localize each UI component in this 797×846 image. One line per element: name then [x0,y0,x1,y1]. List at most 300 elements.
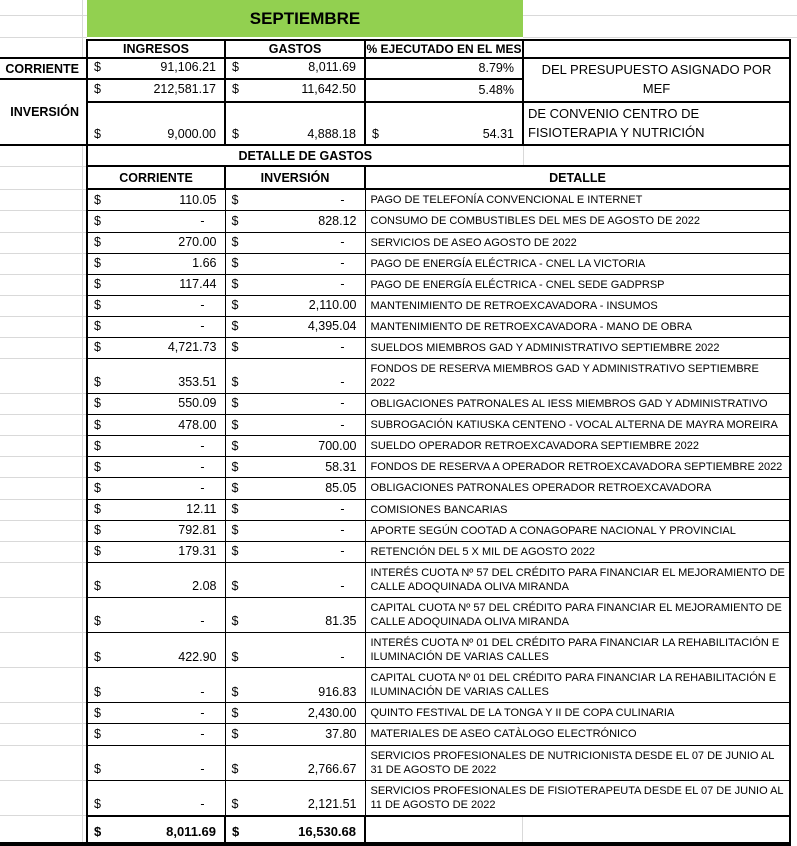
detalle-text: CAPITAL CUOTA Nº 57 DEL CRÉDITO PARA FINANCIAR EL MEJORAMIENTO DE CALLE ADOQUINADA OLIVA MIRANDA [370,601,782,629]
detalle-text: MANTENIMIENTO DE RETROEXCAVADORA - INSUMOS [370,299,658,312]
detail-row [0,457,797,478]
currency-symbol: $ [94,705,101,720]
detalle-text: PAGO DE ENERGÍA ELÉCTRICA - CNEL LA VICTORIA [370,257,646,270]
inversion-amount: - [340,522,345,537]
corriente-amount: - [200,319,205,334]
detail-header-row [0,166,797,189]
detail-row [0,780,797,816]
gastos-header-cell[interactable]: GASTOS [225,40,365,58]
corriente-amount: - [200,705,205,720]
currency-symbol: $ [232,81,239,96]
inversion-cell[interactable] [225,457,365,478]
ingresos-header-cell[interactable]: INGRESOS [87,40,225,58]
detalle-text: SUELDO OPERADOR RETROEXCAVADORA SEPTIEMBRE 2022 [370,440,699,453]
edge-margin-cell [790,79,797,102]
left-margin-cell [0,274,87,295]
totals-row [0,816,797,844]
inversion-amount: 58.31 [325,459,357,474]
detail-row [0,633,797,668]
currency-symbol: $ [231,544,239,559]
left-margin-cell [0,394,87,415]
left-margin-cell [0,0,87,37]
currency-symbol: $ [231,579,239,594]
left-margin-cell [0,232,87,253]
detalle-cell[interactable] [365,316,790,337]
edge-margin-cell [790,724,797,745]
currency-symbol: $ [94,797,101,812]
currency-symbol: $ [231,375,239,390]
inversion-cell[interactable] [225,295,365,316]
currency-symbol: $ [231,614,239,629]
edge-margin-cell [790,274,797,295]
corriente-cell[interactable] [87,394,225,415]
inversion-cell[interactable] [225,597,365,632]
detalle-text: APORTE SEGÚN COOTAD A CONAGOPARE NACIONAL Y PROVINCIAL [370,524,736,537]
detail-row [0,337,797,358]
corriente-amount: 270.00 [178,234,217,249]
currency-symbol: $ [231,761,239,776]
detalle-cell[interactable] [365,189,790,211]
detalle-cell[interactable] [365,253,790,274]
left-margin-cell [0,253,87,274]
corriente-amount: 2.08 [192,579,217,594]
detail-row [0,724,797,745]
currency-symbol: $ [231,277,239,292]
detail-corriente-header[interactable]: CORRIENTE [87,166,225,189]
inversion-cell[interactable] [225,394,365,415]
inversion-amount: 4,395.04 [307,319,357,334]
corriente-amount: 12.11 [186,501,217,516]
currency-symbol: $ [231,797,239,812]
detalle-text: SERVICIOS PROFESIONALES DE NUTRICIONISTA DESDE EL 07 DE JUNIO AL 31 DE AGOSTO DE 2022 [370,749,774,776]
corriente-cell[interactable] [87,337,225,358]
right-margin-cell [523,0,790,37]
corriente-row [0,58,797,79]
corriente-cell[interactable] [87,274,225,295]
corriente-amount: - [200,480,205,495]
totals-right-cell [523,816,790,844]
detail-row [0,562,797,597]
edge-margin-cell [790,745,797,780]
inversion-amount: - [340,649,345,664]
corriente-row-label[interactable]: CORRIENTE [0,58,87,79]
detail-row [0,295,797,316]
edge-margin-cell [790,58,797,79]
detalle-text: MANTENIMIENTO DE RETROEXCAVADORA - MANO DE OBRA [370,320,692,333]
detail-row [0,499,797,520]
detalle-cell[interactable] [365,668,790,703]
left-margin-cell [0,745,87,780]
detail-row [0,316,797,337]
corriente-cell[interactable] [87,724,225,745]
detalle-cell[interactable] [365,337,790,358]
corriente-cell[interactable] [87,633,225,668]
corriente-total-cell[interactable] [87,816,225,844]
detalle-text: RETENCIÓN DEL 5 X MIL DE AGOSTO 2022 [370,545,596,558]
currency-symbol: $ [372,126,379,141]
corriente-amount: 550.09 [178,396,217,411]
convenio-note-cell[interactable]: DE CONVENIO CENTRO DE FISIOTERAPIA Y NUTRICIÓN [523,102,790,146]
detalle-text: SERVICIOS PROFESIONALES DE FISIOTERAPEUTA DESDE EL 07 DE JUNIO AL 11 DE AGOSTO DE 2022 [370,784,784,811]
detalle-cell[interactable] [365,499,790,520]
currency-symbol: $ [94,480,101,495]
inversion-cell[interactable] [225,211,365,232]
ingresos-amount: 212,581.17 [153,81,216,96]
left-margin-cell [0,668,87,703]
edge-margin-cell [790,520,797,541]
convenio-gastos-cell[interactable] [225,102,365,146]
detalle-cell[interactable] [365,457,790,478]
month-title-cell[interactable]: SEPTIEMBRE [87,0,523,37]
inversion-gastos-cell[interactable] [225,79,365,102]
detail-rows [0,189,797,816]
inversion-cell[interactable] [225,274,365,295]
edge-margin-cell [790,415,797,436]
currency-symbol: $ [94,649,101,664]
currency-symbol: $ [232,823,240,839]
corriente-cell[interactable] [87,359,225,394]
edge-margin-cell [790,562,797,597]
detalle-cell[interactable] [365,394,790,415]
corriente-cell[interactable] [87,457,225,478]
currency-symbol: $ [94,684,101,699]
left-margin-cell [0,337,87,358]
detail-detalle-header[interactable]: DETALLE [365,166,790,189]
currency-symbol: $ [231,298,239,313]
edge-margin-cell [790,189,797,211]
edge-margin-cell [790,40,797,58]
inversion-cell[interactable] [225,703,365,724]
detalle-cell[interactable] [365,520,790,541]
detalle-text: QUINTO FESTIVAL DE LA TONGA Y II DE COPA CULINARIA [370,707,675,720]
detalle-text: MATERIALES DE ASEO CATÀLOGO ELECTRÓNICO [370,728,637,741]
detail-row [0,394,797,415]
detail-row [0,541,797,562]
corriente-gastos-cell[interactable] [225,58,365,79]
summary-header-row [0,40,797,58]
inversion-amount: 916.83 [318,684,357,699]
detail-row [0,436,797,457]
currency-symbol: $ [94,81,101,96]
detail-row [0,274,797,295]
corriente-cell[interactable] [87,703,225,724]
detail-row [0,597,797,632]
edge-margin-cell [790,541,797,562]
detail-row [0,478,797,499]
corriente-ejecutado-cell[interactable]: 8.79% [365,58,523,79]
detail-inversion-header[interactable]: INVERSIÓN [225,166,365,189]
detalle-cell[interactable] [365,780,790,816]
left-margin-cell [0,436,87,457]
edge-margin-cell [790,359,797,394]
detalle-text: PAGO DE ENERGÍA ELÉCTRICA - CNEL SEDE GADPRSP [370,278,665,291]
left-margin-cell [0,541,87,562]
detalle-cell[interactable] [365,415,790,436]
left-margin-cell [0,189,87,211]
detail-row [0,668,797,703]
left-margin-cell [0,816,87,844]
detalle-cell[interactable] [365,724,790,745]
currency-symbol: $ [231,213,239,228]
left-margin-cell [0,316,87,337]
detail-row [0,745,797,780]
currency-symbol: $ [231,340,239,355]
left-margin-cell [0,633,87,668]
detalle-cell[interactable] [365,211,790,232]
edge-margin-cell [790,0,797,37]
currency-symbol: $ [94,298,101,313]
left-margin-cell [0,295,87,316]
detail-row [0,520,797,541]
detalle-cell[interactable] [365,745,790,780]
section-title-row [0,145,797,166]
currency-symbol: $ [94,255,101,270]
currency-symbol: $ [94,438,101,453]
corriente-amount: - [200,797,205,812]
corriente-cell[interactable] [87,499,225,520]
detail-row [0,703,797,724]
mef-note-cell[interactable]: DEL PRESUPUESTO ASIGNADO POR MEF [523,58,790,102]
detalle-cell[interactable] [365,359,790,394]
detalle-cell[interactable] [365,232,790,253]
inversion-amount: - [340,234,345,249]
corriente-cell[interactable] [87,189,225,211]
inversion-cell[interactable] [225,316,365,337]
inversion-cell[interactable] [225,232,365,253]
detalle-cell[interactable] [365,633,790,668]
ingresos-amount: 91,106.21 [160,60,216,75]
left-margin-cell [0,359,87,394]
corriente-amount: - [200,761,205,776]
inversion-amount: - [340,375,345,390]
title-row [0,0,797,37]
detalle-text: SUELDOS MIEMBROS GAD Y ADMINISTRATIVO SEPTIEMBRE 2022 [370,341,720,354]
currency-symbol: $ [94,126,101,141]
corriente-cell[interactable] [87,253,225,274]
currency-symbol: $ [94,234,101,249]
corriente-cell[interactable] [87,478,225,499]
currency-symbol: $ [231,438,239,453]
detalle-cell[interactable] [365,597,790,632]
section-title-cell[interactable]: DETALLE DE GASTOS [87,145,523,166]
detalle-cell[interactable] [365,295,790,316]
corriente-ingresos-cell[interactable] [87,58,225,79]
currency-symbol: $ [231,522,239,537]
detalle-text: OBLIGACIONES PATRONALES OPERADOR RETROEXCAVADORA [370,482,712,495]
edge-margin-cell [790,816,797,844]
left-margin-cell [0,211,87,232]
left-margin-cell [0,562,87,597]
edge-margin-cell [790,436,797,457]
inversion-cell[interactable] [225,359,365,394]
edge-margin-cell [790,253,797,274]
inversion-cell[interactable] [225,415,365,436]
inversion-cell[interactable] [225,520,365,541]
detalle-cell[interactable] [365,562,790,597]
edge-margin-cell [790,166,797,189]
currency-symbol: $ [94,396,101,411]
gastos-amount: 4,888.18 [307,126,356,141]
gastos-amount: 8,011.69 [308,60,356,75]
inversion-total-amount: 16,530.68 [298,823,356,839]
currency-symbol: $ [94,340,101,355]
edge-margin-cell [790,703,797,724]
inversion-amount: - [340,417,345,432]
edge-margin-cell [790,145,797,166]
corriente-amount: 792.81 [178,522,217,537]
totals-spacer-cell [365,816,523,844]
detalle-cell[interactable] [365,436,790,457]
inversion-amount: - [340,579,345,594]
currency-symbol: $ [94,459,101,474]
corriente-amount: - [200,684,205,699]
inversion-amount: - [340,192,345,207]
corriente-cell[interactable] [87,745,225,780]
ejecutado-header-cell[interactable]: % EJECUTADO EN EL MES [366,42,522,56]
inversion-cell[interactable] [225,541,365,562]
inversion-cell[interactable] [225,780,365,816]
inversion-amount: - [340,340,345,355]
corriente-total-amount: 8,011.69 [166,823,216,839]
currency-symbol: $ [231,501,239,516]
detalle-text: FONDOS DE RESERVA MIEMBROS GAD Y ADMINISTRATIVO SEPTIEMBRE 2022 [370,363,759,390]
inversion-cell[interactable] [225,633,365,668]
edge-margin-cell [790,316,797,337]
corriente-cell[interactable] [87,780,225,816]
left-margin-cell [0,415,87,436]
inversion-amount: 700.00 [318,438,357,453]
corriente-cell[interactable] [87,541,225,562]
detalle-text: INTERÉS CUOTA Nº 01 DEL CRÉDITO PARA FINANCIAR LA REHABILITACIÓN E ILUMINACIÓN DE VARIAS CALLES [370,637,780,664]
edge-margin-cell [790,457,797,478]
currency-symbol: $ [231,480,239,495]
edge-margin-cell [790,780,797,816]
inversion-row-label[interactable]: INVERSIÓN [0,79,87,145]
detalle-text: INTERÉS CUOTA Nº 57 DEL CRÉDITO PARA FINANCIAR EL MEJORAMIENTO DE CALLE ADOQUINADA OLIVA MIRANDA [370,566,785,593]
corriente-cell[interactable] [87,668,225,703]
left-margin-cell [0,499,87,520]
currency-symbol: $ [94,417,101,432]
convenio-ejecutado-cell[interactable] [365,102,523,146]
inversion-cell[interactable] [225,189,365,211]
corriente-amount: 478.00 [178,417,217,432]
inversion-cell[interactable] [225,253,365,274]
detail-row [0,415,797,436]
detalle-text: SUBROGACIÓN KATIUSKA CENTENO - VOCAL ALTERNA DE MAYRA MOREIRA [370,419,778,432]
currency-symbol: $ [231,459,239,474]
inversion-amount: 37.80 [325,726,357,741]
inversion-amount: 85.05 [325,480,357,495]
inversion-cell[interactable] [225,337,365,358]
inversion-cell[interactable] [225,562,365,597]
edge-margin-cell [790,499,797,520]
detalle-cell[interactable] [365,478,790,499]
edge-margin-cell [790,394,797,415]
edge-margin-cell [790,633,797,668]
currency-symbol: $ [94,375,101,390]
inversion-cell[interactable] [225,499,365,520]
currency-symbol: $ [94,501,101,516]
convenio-ingresos-cell[interactable] [87,102,225,146]
currency-symbol: $ [231,192,239,207]
edge-margin-cell [790,102,797,146]
inversion-amount: 2,766.67 [307,761,357,776]
inversion-amount: - [340,277,345,292]
corriente-cell[interactable] [87,295,225,316]
corriente-cell[interactable] [87,211,225,232]
detail-row [0,232,797,253]
corriente-cell[interactable] [87,562,225,597]
corriente-cell[interactable] [87,316,225,337]
detalle-text: CONSUMO DE COMBUSTIBLES DEL MES DE AGOSTO DE 2022 [370,215,700,228]
inversion-cell[interactable] [225,745,365,780]
inversion-amount: 2,121.51 [307,797,357,812]
detalle-text: OBLIGACIONES PATRONALES AL IESS MIEMBROS GAD Y ADMINISTRATIVO [370,398,768,411]
currency-symbol: $ [94,60,101,75]
inversion-ingresos-cell[interactable] [87,79,225,102]
corriente-cell[interactable] [87,415,225,436]
detalle-text: FONDOS DE RESERVA A OPERADOR RETROEXCAVADORA SEPTIEMBRE 2022 [370,461,783,474]
currency-symbol: $ [231,396,239,411]
inversion-cell[interactable] [225,436,365,457]
inversion-cell[interactable] [225,478,365,499]
corriente-amount: 353.51 [178,375,217,390]
currency-symbol: $ [231,255,239,270]
empty-note-cell[interactable] [523,40,790,58]
gastos-amount: 11,642.50 [301,81,356,96]
inversion-cell[interactable] [225,724,365,745]
corriente-amount: 179.31 [178,544,217,559]
left-margin-cell [0,457,87,478]
corriente-amount: - [200,438,205,453]
inversion-amount: - [340,396,345,411]
left-margin-cell [0,478,87,499]
currency-symbol: $ [94,192,101,207]
inversion-amount: 2,110.00 [308,298,357,313]
corriente-cell[interactable] [87,597,225,632]
inversion-amount: - [340,501,345,516]
corriente-cell[interactable] [87,436,225,457]
left-margin-cell [0,166,87,189]
corriente-amount: 117.44 [179,277,217,292]
left-margin-cell [0,597,87,632]
left-margin-cell [0,520,87,541]
inversion-amount: 2,430.00 [307,705,357,720]
corriente-cell[interactable] [87,520,225,541]
detalle-text: COMISIONES BANCARIAS [370,503,508,516]
inversion-cell[interactable] [225,668,365,703]
detail-row [0,211,797,232]
left-margin-cell [0,724,87,745]
detalle-cell[interactable] [365,274,790,295]
currency-symbol: $ [231,319,239,334]
corriente-amount: 110.05 [179,192,217,207]
detalle-cell[interactable] [365,703,790,724]
edge-margin-cell [790,295,797,316]
detalle-cell[interactable] [365,541,790,562]
corriente-cell[interactable] [87,232,225,253]
edge-margin-cell [790,337,797,358]
currency-symbol: $ [231,649,239,664]
inversion-ejecutado-cell[interactable]: 5.48% [365,79,523,102]
currency-symbol: $ [94,522,101,537]
section-right-margin [523,145,790,166]
inversion-amount: - [340,255,345,270]
detail-row [0,189,797,211]
detalle-text: PAGO DE TELEFONÍA CONVENCIONAL E INTERNET [370,194,643,207]
detail-row [0,253,797,274]
inversion-total-cell[interactable] [225,816,365,844]
